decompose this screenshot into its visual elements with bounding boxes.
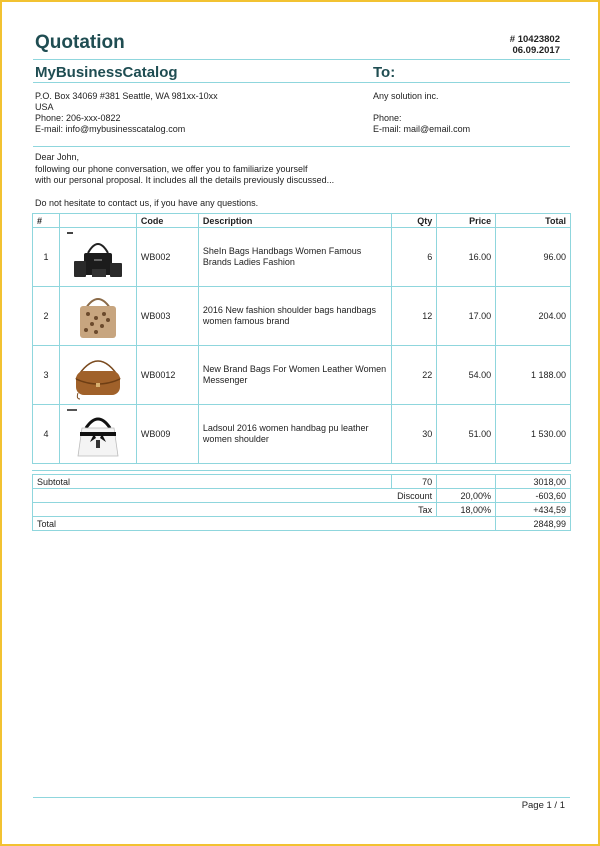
letter-line-3: Do not hesitate to contact us, if you have any questions. — [35, 197, 259, 208]
row-image-cell — [59, 346, 136, 405]
header-num: # — [33, 214, 60, 228]
table-row — [33, 346, 571, 405]
page-indicator: Page 1 / 1 — [521, 800, 565, 811]
total-row — [33, 517, 571, 531]
row-code: WB002 — [136, 228, 198, 287]
seller-email: E-mail: info@mybusinesscatalog.com — [35, 124, 186, 134]
tax-value: +434,59 — [496, 503, 571, 517]
white-black-handbag-image — [66, 408, 130, 460]
row-price: 51.00 — [437, 405, 496, 464]
total-label: Total — [33, 517, 496, 531]
row-code: WB003 — [136, 287, 198, 346]
row-price: 54.00 — [437, 346, 496, 405]
tax-rate: 18,00% — [437, 503, 496, 517]
row-price: 16.00 — [437, 228, 496, 287]
tax-label: Tax — [33, 503, 437, 517]
details-divider — [33, 146, 570, 147]
row-qty: 6 — [392, 228, 437, 287]
row-description: SheIn Bags Handbags Women Famous Brands Ladies Fashion — [198, 228, 391, 287]
row-image-cell — [59, 405, 136, 464]
row-total: 96.00 — [496, 228, 571, 287]
totals-table — [32, 474, 571, 531]
buyer-details — [373, 91, 470, 135]
total-value: 2848,99 — [496, 517, 571, 531]
seller-name: MyBusinessCatalog — [35, 64, 178, 81]
buyer-heading: To: — [373, 64, 396, 81]
header-total: Total — [496, 214, 571, 228]
quotation-date: 06.09.2017 — [512, 45, 560, 56]
letter-spacer — [35, 187, 334, 198]
row-code: WB0012 — [136, 346, 198, 405]
subtotal-qty: 70 — [392, 475, 437, 489]
table-row — [33, 287, 571, 346]
seller-details — [35, 91, 218, 135]
letter-greeting: Dear John, — [35, 152, 80, 162]
header-code: Code — [136, 214, 198, 228]
row-description: Ladsoul 2016 women handbag pu leather women shoulder — [198, 405, 391, 464]
footer-divider — [33, 797, 570, 798]
subtotal-row — [33, 475, 571, 489]
quotation-number: # 10423802 — [509, 34, 560, 45]
items-header-row — [33, 214, 571, 228]
table-row — [33, 405, 571, 464]
cover-letter — [35, 152, 334, 209]
document-title: Quotation — [35, 32, 125, 53]
row-description: New Brand Bags For Women Leather Women Messenger — [198, 346, 391, 405]
party-divider — [33, 82, 570, 83]
header-description: Description — [198, 214, 391, 228]
row-num: 3 — [33, 346, 60, 405]
row-qty: 30 — [392, 405, 437, 464]
row-num: 4 — [33, 405, 60, 464]
tax-row — [33, 503, 571, 517]
row-image-cell — [59, 287, 136, 346]
items-table — [32, 213, 571, 464]
header-qty: Qty — [392, 214, 437, 228]
totals-divider — [32, 470, 571, 471]
discount-rate: 20,00% — [437, 489, 496, 503]
buyer-phone: Phone: — [373, 113, 402, 123]
buyer-spacer — [373, 102, 470, 113]
row-qty: 12 — [392, 287, 437, 346]
row-description: 2016 New fashion shoulder bags handbags women famous brand — [198, 287, 391, 346]
row-total: 204.00 — [496, 287, 571, 346]
discount-label: Discount — [33, 489, 437, 503]
seller-address: P.O. Box 34069 #381 Seattle, WA 981xx-10xx — [35, 91, 218, 101]
discount-row — [33, 489, 571, 503]
seller-phone: Phone: 206-xxx-0822 — [35, 113, 121, 123]
row-total: 1 530.00 — [496, 405, 571, 464]
subtotal-empty — [437, 475, 496, 489]
header-price: Price — [437, 214, 496, 228]
letter-line-2: with our personal proposal. It includes all the details previously discussed... — [35, 175, 335, 185]
brown-messenger-bag-image — [66, 349, 130, 401]
subtotal-value: 3018,00 — [496, 475, 571, 489]
beige-shoulder-bag-image — [66, 290, 130, 342]
letter-line-1: following our phone conversation, we offer you to familiarize yourself — [35, 163, 308, 174]
row-total: 1 188.00 — [496, 346, 571, 405]
seller-country: USA — [35, 102, 54, 112]
buyer-email: E-mail: mail@email.com — [373, 124, 471, 134]
row-num: 2 — [33, 287, 60, 346]
row-code: WB009 — [136, 405, 198, 464]
subtotal-label: Subtotal — [33, 475, 392, 489]
buyer-name: Any solution inc. — [373, 91, 439, 101]
row-num: 1 — [33, 228, 60, 287]
black-handbag-set-image — [66, 231, 130, 283]
quotation-number-block — [510, 34, 560, 56]
row-price: 17.00 — [437, 287, 496, 346]
header-divider — [33, 59, 570, 60]
header-image — [59, 214, 136, 228]
row-qty: 22 — [392, 346, 437, 405]
table-row — [33, 228, 571, 287]
row-image-cell — [59, 228, 136, 287]
discount-value: -603,60 — [496, 489, 571, 503]
